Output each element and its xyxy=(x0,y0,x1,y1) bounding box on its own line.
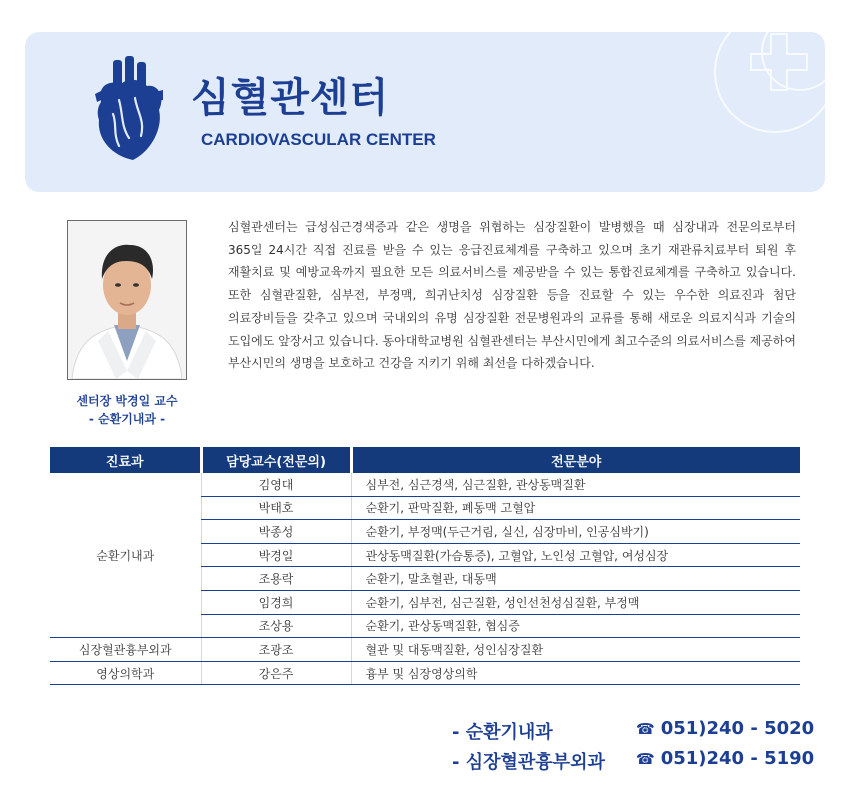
table-header-row xyxy=(50,447,800,473)
specialty-cell: 흉부 및 심장영상의학 xyxy=(351,661,800,685)
contact-item xyxy=(452,746,815,776)
director-name: 센터장 박경일 교수 xyxy=(76,394,178,408)
specialty-cell: 순환기, 관상동맥질환, 협심증 xyxy=(351,614,800,638)
table-row xyxy=(50,661,800,685)
header-banner xyxy=(25,32,825,192)
contact-dept: - 순환기내과 xyxy=(452,722,553,743)
specialty-cell: 관상동맥질환(가슴통증), 고혈압, 노인성 고혈압, 여성심장 xyxy=(351,543,800,567)
column-header-specialty: 전문분야 xyxy=(351,447,800,473)
doctor-cell: 조용락 xyxy=(201,567,351,591)
page-title: 심혈관센터 xyxy=(191,75,390,121)
doctor-cell: 조상용 xyxy=(201,614,351,638)
doctor-cell: 조광조 xyxy=(201,638,351,662)
phone-number: 051)240 - 5190 xyxy=(660,748,815,769)
doctor-cell: 임경희 xyxy=(201,590,351,614)
portrait-photo-icon xyxy=(68,221,186,379)
doctor-cell: 강은주 xyxy=(201,661,351,685)
specialty-cell: 순환기, 말초혈관, 대동맥 xyxy=(351,567,800,591)
director-caption xyxy=(50,392,204,428)
contact-item xyxy=(452,716,815,746)
specialty-cell: 순환기, 판막질환, 폐동맥 고혈압 xyxy=(351,496,800,520)
phone-icon: ☎ xyxy=(636,750,655,768)
contact-list xyxy=(452,716,815,776)
column-header-doctor: 담당교수(전문의) xyxy=(201,447,351,473)
contact-phone[interactable] xyxy=(636,748,814,769)
dept-cell: 순환기내과 xyxy=(50,473,201,638)
table-row xyxy=(50,638,800,662)
specialty-cell: 심부전, 심근경색, 심근질환, 관상동맥질환 xyxy=(351,473,800,496)
column-header-dept: 진료과 xyxy=(50,447,201,473)
dept-cell: 영상의학과 xyxy=(50,661,201,685)
doctor-cell: 박종성 xyxy=(201,520,351,544)
contact-dept: - 심장혈관흉부외과 xyxy=(452,752,605,773)
table-row xyxy=(50,473,800,496)
doctor-cell: 박경일 xyxy=(201,543,351,567)
director-photo xyxy=(67,220,187,380)
director-dept: - 순환기내과 - xyxy=(88,412,166,426)
contact-phone[interactable] xyxy=(636,718,814,739)
doctor-cell: 박태호 xyxy=(201,496,351,520)
specialty-cell: 순환기, 심부전, 심근질환, 성인선천성심질환, 부정맥 xyxy=(351,590,800,614)
doctor-cell: 김영대 xyxy=(201,473,351,496)
dept-cell: 심장혈관흉부외과 xyxy=(50,638,201,662)
intro-paragraph: 심혈관센터는 급성심근경색증과 같은 생명을 위협하는 심장질환이 발병했을 때 심장내과 전문의로부터 365일 24시간 직접 진료를 받을 수 있는 응급진료체계를 구축하고 있으며 초기 재관류치료부터 퇴원 후 재활치료 및 예방교육까지 필요한 모든 의료서비스를 제공받을 수 있는 통합진료체계를 구축하고 있습니다. 또한 심혈관질환, 심부전, 부정맥, 희귀난치성 심장질환 등을 진료할 수 있는 우수한 의료진과 첨단 의료장비들을 갖추고 있으며 국내외의 유명 심장질환 전문병원과의 교류를 통해 새로운 의료지식과 기술의 도입에도 앞장서고 있습니다. 동아대학교병원 심혈관센터는 부산시민에게 최고수준의 의료서비스를 제공하여 부산시민의 생명을 보호하고 건강을 지키기 위해 최선을 다하겠습니다. xyxy=(228,220,796,371)
medical-cross-decoration-icon xyxy=(655,32,825,192)
staff-table xyxy=(50,447,800,685)
phone-number: 051)240 - 5020 xyxy=(660,718,815,739)
specialty-cell: 혈관 및 대동맥질환, 성인심장질환 xyxy=(351,638,800,662)
phone-icon: ☎ xyxy=(636,720,655,738)
page-subtitle: CARDIOVASCULAR CENTER xyxy=(201,130,436,149)
heart-icon xyxy=(93,54,165,166)
specialty-cell: 순환기, 부정맥(두근거림, 실신, 심장마비, 인공심박기) xyxy=(351,520,800,544)
